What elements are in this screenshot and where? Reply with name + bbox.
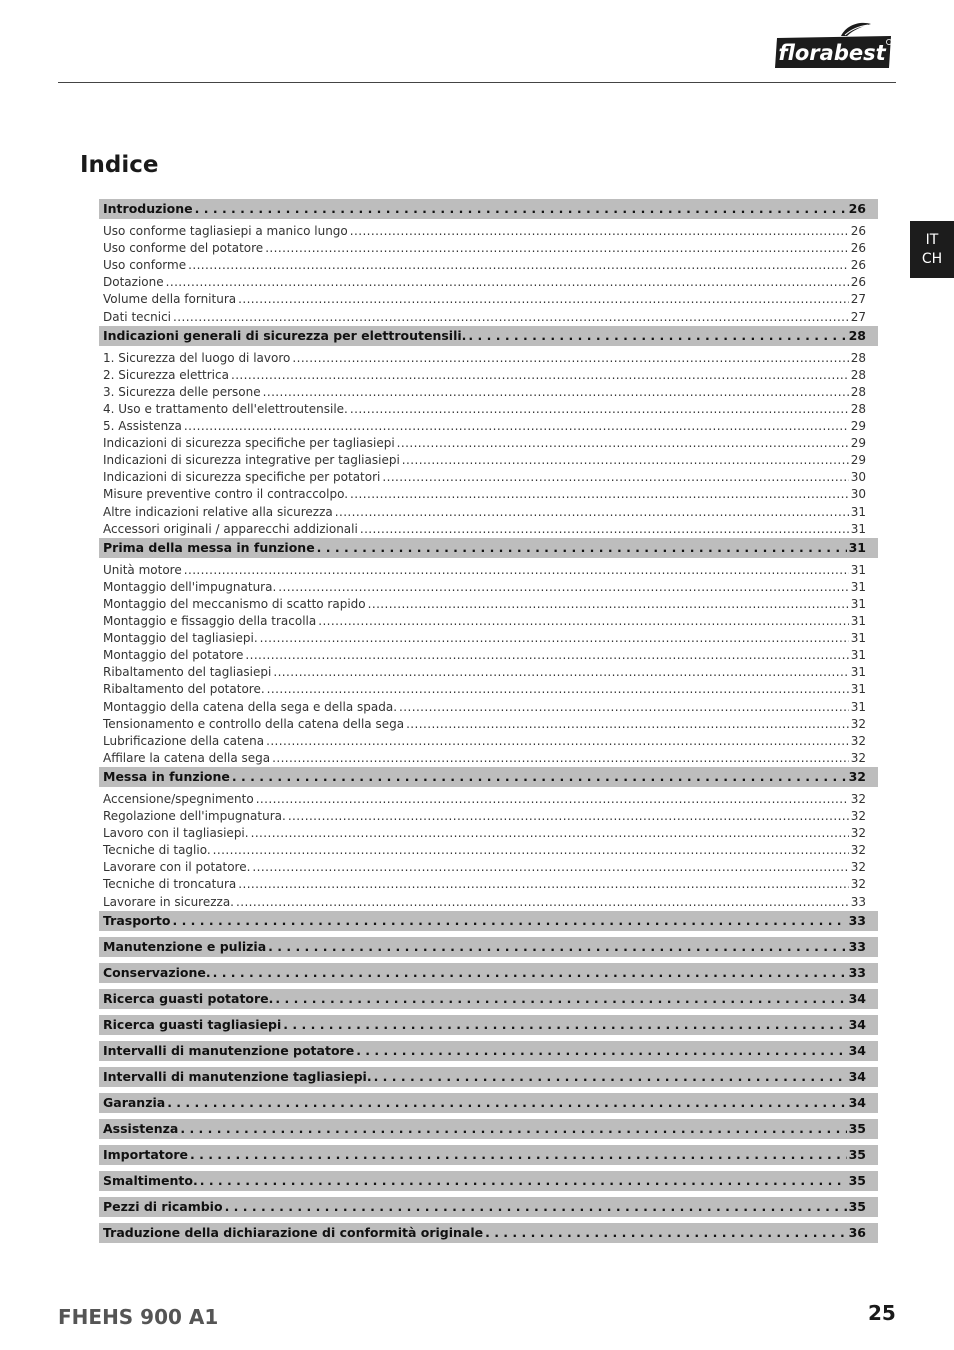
toc-page-number: 29: [850, 453, 866, 468]
toc-label: Lubrificazione della catena: [103, 733, 265, 748]
toc-label: Messa in funzione: [103, 768, 230, 784]
toc-section-row: [99, 1041, 878, 1061]
toc-leader-dots: [406, 716, 849, 733]
toc-page-number: 32: [850, 843, 866, 858]
toc-label: Montaggio del potatore: [103, 648, 244, 663]
brand-wordmark: florabest: [778, 41, 886, 65]
toc-page-number: 27: [850, 309, 866, 324]
toc-label: Manutenzione e pulizia: [103, 938, 267, 954]
toc-label: Smaltimento.: [103, 1172, 198, 1188]
toc-entry-row: [99, 257, 878, 274]
toc-page-number: 34: [848, 1068, 866, 1084]
toc-page-number: 28: [850, 401, 866, 416]
toc-label: Intervalli di manutenzione potatore: [103, 1042, 355, 1058]
toc-entry-row: [99, 825, 878, 842]
toc-page-number: 26: [850, 275, 866, 290]
toc-page-number: 26: [848, 201, 866, 216]
toc-label: Altre indicazioni relative alla sicurezza: [103, 504, 333, 519]
toc-leader-dots: [167, 1093, 846, 1113]
toc-page-number: 26: [850, 241, 866, 256]
toc-page-number: 33: [848, 938, 866, 954]
toc-leader-dots: [402, 452, 849, 469]
toc-leader-dots: [251, 825, 849, 842]
toc-page-number: 34: [848, 1016, 866, 1032]
toc-label: Indicazioni di sicurezza integrative per tagliasiepi: [103, 453, 400, 468]
toc-page-number: 35: [848, 1198, 866, 1214]
toc-leader-dots: [184, 418, 849, 435]
toc-page-number: 32: [850, 877, 866, 892]
toc-leader-dots: [374, 1067, 847, 1087]
toc-entry-row: [99, 613, 878, 630]
toc-section-row: [99, 1145, 878, 1165]
toc-label: Importatore: [103, 1146, 188, 1162]
toc-page-number: 28: [850, 350, 866, 365]
toc-entry-row: [99, 791, 878, 808]
toc-page-number: 26: [850, 224, 866, 238]
toc-leader-dots: [272, 750, 849, 767]
toc-leader-dots: [173, 309, 849, 326]
toc-leader-dots: [213, 963, 847, 983]
toc-entry-row: [99, 504, 878, 521]
toc-leader-dots: [382, 469, 848, 486]
toc-leader-dots: [200, 1171, 847, 1191]
toc-page-number: 33: [848, 964, 866, 980]
toc-page-number: 26: [850, 258, 866, 273]
toc-page-number: 31: [850, 614, 866, 628]
toc-leader-dots: [288, 808, 849, 825]
toc-section-row: [99, 1119, 878, 1139]
toc-page-number: 35: [848, 1120, 866, 1136]
toc-label: Ribaltamento del potatore.: [103, 682, 265, 697]
toc-page-number: 33: [850, 894, 866, 909]
toc-entry-row: [99, 733, 878, 750]
toc-section-row: [99, 538, 878, 558]
toc-entry-row: [99, 291, 878, 308]
toc-label: Montaggio e fissaggio della tracolla: [103, 614, 317, 628]
toc-leader-dots: [275, 989, 846, 1009]
toc-entry-row: [99, 240, 878, 257]
toc-page-number: 30: [850, 470, 866, 485]
toc-entry-row: [99, 435, 878, 452]
language-tab: [910, 221, 954, 278]
toc-page-number: 34: [848, 990, 866, 1006]
toc-page-number: 34: [848, 1094, 866, 1110]
toc-label: Tensionamento e controllo della catena della sega: [103, 716, 405, 731]
toc-entry-row: [99, 579, 878, 596]
toc-label: Uso conforme: [103, 258, 187, 273]
toc-page-number: 31: [850, 596, 866, 611]
toc-section-row: [99, 1067, 878, 1087]
florabest-logo: [773, 22, 895, 70]
toc-section-row: [99, 1015, 878, 1035]
toc-section-row: [99, 1093, 878, 1113]
toc-page-number: 31: [850, 562, 866, 577]
footer-model: FHEHS 900 A1: [58, 1305, 219, 1329]
toc-label: Uso conforme tagliasiepi a manico lungo: [103, 224, 348, 238]
toc-label: Regolazione dell'impugnatura.: [103, 809, 286, 823]
toc-entry-row: [99, 486, 878, 503]
toc-page-number: 28: [848, 327, 866, 343]
toc-label: Ricerca guasti potatore.: [103, 990, 274, 1006]
toc-label: Dotazione: [103, 275, 164, 290]
toc-page-number: 36: [848, 1224, 866, 1240]
language-code-it: IT: [925, 231, 939, 248]
toc-label: Traduzione della dichiarazione di conformità originale: [103, 1224, 484, 1240]
toc-page-number: 31: [848, 539, 866, 555]
toc-page-number: 29: [850, 436, 866, 451]
toc-leader-dots: [266, 733, 849, 750]
toc-leader-dots: [335, 504, 849, 521]
toc-page-number: 32: [850, 791, 866, 806]
toc-page-number: 31: [850, 521, 866, 536]
toc-section-row: [99, 1197, 878, 1217]
toc-entry-row: [99, 452, 878, 469]
toc-page-number: 31: [850, 682, 866, 697]
toc-label: Lavorare con il potatore.: [103, 860, 251, 875]
language-code-ch: CH: [921, 250, 943, 267]
toc-label: 4. Uso e trattamento dell'elettroutensile.: [103, 401, 348, 416]
toc-entry-row: [99, 647, 878, 664]
toc-leader-dots: [350, 223, 849, 240]
toc-page-number: 32: [850, 809, 866, 823]
toc-label: Montaggio del meccanismo di scatto rapido: [103, 596, 366, 611]
toc-page-number: 31: [850, 504, 866, 519]
toc-leader-dots: [180, 1119, 846, 1139]
toc-leader-dots: [184, 562, 849, 579]
toc-entry-row: [99, 859, 878, 876]
toc-entry-row: [99, 699, 878, 716]
toc-page-number: 32: [850, 716, 866, 731]
toc-leader-dots: [238, 291, 849, 308]
toc-leader-dots: [468, 326, 846, 346]
toc-section-row: [99, 767, 878, 787]
toc-leader-dots: [252, 859, 848, 876]
toc-leader-dots: [317, 538, 847, 558]
toc-page-number: 28: [850, 384, 866, 399]
toc-label: 1. Sicurezza del luogo di lavoro: [103, 350, 291, 365]
page-title: Indice: [80, 152, 159, 178]
toc-leader-dots: [166, 274, 849, 291]
toc-entry-row: [99, 367, 878, 384]
toc-page-number: 33: [848, 912, 866, 928]
toc-page-number: 27: [850, 292, 866, 307]
toc-label: Unità motore: [103, 562, 182, 577]
toc-leader-dots: [368, 596, 849, 613]
toc-leader-dots: [238, 876, 848, 893]
toc-label: Ricerca guasti tagliasiepi: [103, 1016, 282, 1032]
toc-leader-dots: [356, 1041, 846, 1061]
toc-label: Pezzi di ricambio: [103, 1198, 223, 1214]
toc-label: Uso conforme del potatore: [103, 241, 264, 256]
toc-label: Assistenza: [103, 1120, 179, 1136]
toc-section-row: [99, 1223, 878, 1243]
toc-leader-dots: [172, 911, 846, 931]
toc-leader-dots: [256, 791, 849, 808]
toc-page-number: 31: [850, 648, 866, 663]
toc-leader-dots: [236, 894, 849, 911]
toc-leader-dots: [225, 1197, 847, 1217]
toc-leader-dots: [263, 384, 849, 401]
toc-page-number: 32: [850, 750, 866, 765]
toc-page-number: 31: [850, 665, 866, 680]
toc-entry-row: [99, 596, 878, 613]
toc-label: Indicazioni di sicurezza specifiche per tagliasiepi: [103, 436, 395, 451]
toc-entry-row: [99, 223, 878, 240]
toc-entry-row: [99, 750, 878, 767]
toc-leader-dots: [268, 937, 846, 957]
toc-label: Montaggio del tagliasiepi.: [103, 631, 258, 646]
toc-section-row: [99, 1171, 878, 1191]
toc-entry-row: [99, 309, 878, 326]
toc-leader-dots: [350, 486, 849, 503]
toc-label: 3. Sicurezza delle persone: [103, 384, 261, 399]
toc-leader-dots: [265, 240, 849, 257]
toc-label: Trasporto: [103, 912, 171, 928]
toc-label: Indicazioni di sicurezza specifiche per potatori: [103, 470, 381, 485]
toc-label: 5. Assistenza: [103, 419, 182, 433]
toc-page-number: 31: [850, 699, 866, 714]
toc-page-number: 30: [850, 487, 866, 502]
toc-leader-dots: [399, 699, 849, 716]
toc-entry-row: [99, 274, 878, 291]
toc-entry-row: [99, 681, 878, 698]
toc-leader-dots: [188, 257, 849, 274]
toc-entry-row: [99, 664, 878, 681]
toc-entry-row: [99, 842, 878, 859]
toc-leader-dots: [283, 1015, 846, 1035]
toc-label: Intervalli di manutenzione tagliasiepi.: [103, 1068, 372, 1084]
toc-leader-dots: [190, 1145, 847, 1165]
toc-label: Montaggio dell'impugnatura.: [103, 579, 277, 594]
toc-label: Prima della messa in funzione: [103, 539, 315, 555]
toc-label: 2. Sicurezza elettrica: [103, 367, 229, 382]
toc-label: Lavorare in sicurezza.: [103, 894, 234, 909]
toc-page-number: 31: [850, 631, 866, 646]
toc-page-number: 31: [850, 579, 866, 594]
toc-entry-row: [99, 469, 878, 486]
toc-leader-dots: [260, 630, 849, 647]
toc-label: Garanzia: [103, 1094, 166, 1110]
toc-leader-dots: [195, 199, 847, 219]
toc-label: Montaggio della catena della sega e della spada.: [103, 699, 398, 714]
toc-label: Conservazione.: [103, 964, 211, 980]
toc-label: Tecniche di taglio.: [103, 843, 211, 858]
toc-section-row: [99, 326, 878, 346]
toc-label: Dati tecnici: [103, 309, 172, 324]
toc-leader-dots: [245, 647, 848, 664]
footer-page-number: 25: [868, 1301, 896, 1325]
toc-page-number: 34: [848, 1042, 866, 1058]
toc-leader-dots: [267, 681, 849, 698]
toc-entry-row: [99, 630, 878, 647]
toc-section-row: [99, 937, 878, 957]
toc-leader-dots: [318, 613, 849, 630]
toc-label: Ribaltamento del tagliasiepi: [103, 665, 272, 680]
toc-label: Indicazioni generali di sicurezza per elettroutensili.: [103, 327, 467, 343]
toc-leader-dots: [485, 1223, 846, 1243]
toc-leader-dots: [278, 579, 848, 596]
toc-label: Lavoro con il tagliasiepi.: [103, 826, 249, 841]
toc-entry-row: [99, 876, 878, 893]
toc-leader-dots: [360, 521, 849, 538]
toc-page-number: 28: [850, 367, 866, 382]
toc-entry-row: [99, 894, 878, 911]
toc-entry-row: [99, 521, 878, 538]
toc-page-number: 32: [850, 733, 866, 748]
toc-leader-dots: [273, 664, 848, 681]
toc-entry-row: [99, 716, 878, 733]
toc-page-number: 35: [848, 1172, 866, 1188]
toc-label: Accessori originali / apparecchi addizionali: [103, 521, 358, 536]
toc-leader-dots: [350, 401, 849, 418]
toc-entry-row: [99, 562, 878, 579]
toc-entry-row: [99, 418, 878, 435]
toc-leader-dots: [213, 842, 849, 859]
toc-label: Introduzione: [103, 201, 193, 216]
toc-page-number: 32: [850, 826, 866, 841]
toc-page-number: 32: [850, 860, 866, 875]
toc-label: Volume della fornitura: [103, 292, 237, 307]
toc-leader-dots: [231, 367, 849, 384]
toc-entry-row: [99, 808, 878, 825]
toc-section-row: [99, 989, 878, 1009]
header-rule: [58, 82, 896, 83]
toc-entry-row: [99, 350, 878, 367]
toc-page-number: 29: [850, 419, 866, 433]
toc-section-row: [99, 963, 878, 983]
toc-label: Affilare la catena della sega: [103, 750, 271, 765]
toc-entry-row: [99, 384, 878, 401]
toc-leader-dots: [397, 435, 849, 452]
toc-label: Accensione/spegnimento: [103, 791, 254, 806]
toc-entry-row: [99, 401, 878, 418]
toc-page-number: 35: [848, 1146, 866, 1162]
toc-label: Misure preventive contro il contraccolpo.: [103, 487, 349, 502]
toc-section-row: [99, 199, 878, 219]
toc-page-number: 32: [848, 768, 866, 784]
toc-section-row: [99, 911, 878, 931]
toc-leader-dots: [292, 350, 848, 367]
toc-label: Tecniche di troncatura: [103, 877, 237, 892]
toc-leader-dots: [232, 767, 847, 787]
